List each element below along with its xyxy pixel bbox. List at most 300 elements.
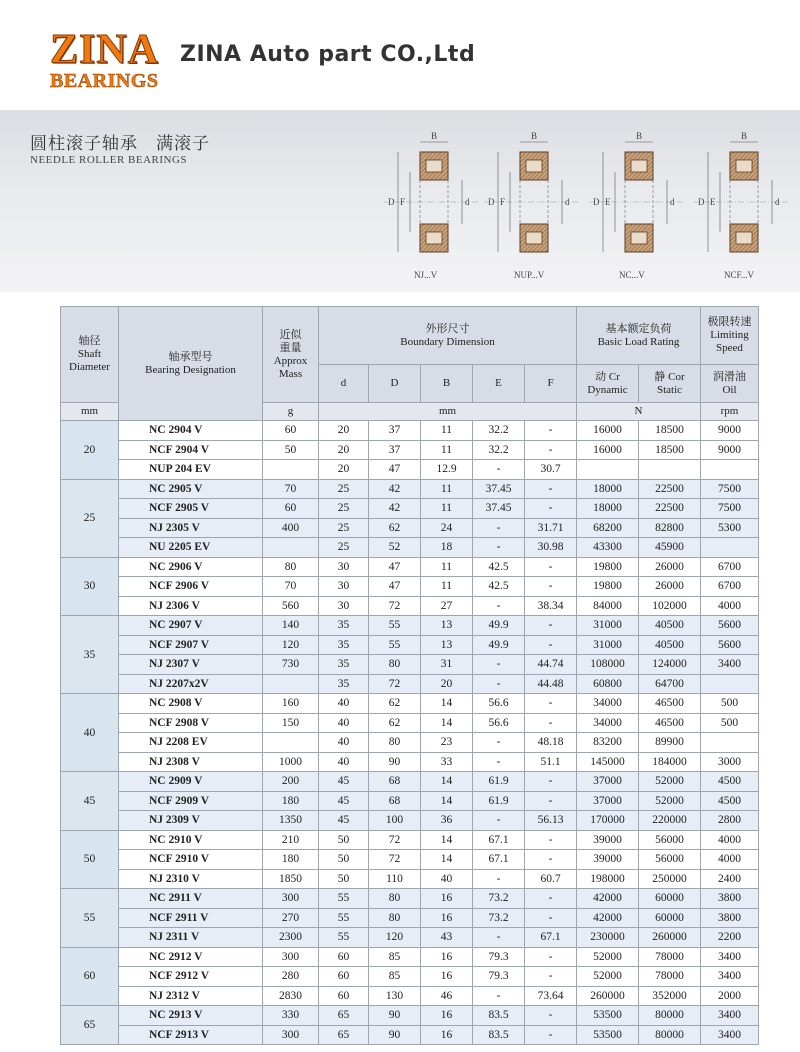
cell-oil: 4000 <box>701 850 759 870</box>
cell-D: 47 <box>369 557 421 577</box>
cell-cor: 18500 <box>639 421 701 441</box>
cell-cr: 52000 <box>577 947 639 967</box>
cell-D: 37 <box>369 440 421 460</box>
cell-designation: NCF 2904 V <box>119 440 263 460</box>
cell-F: 31.71 <box>525 518 577 538</box>
cell-mass: 1850 <box>263 869 319 889</box>
section-title-english: NEEDLE ROLLER BEARINGS <box>30 154 188 166</box>
cell-designation: NCF 2905 V <box>119 499 263 519</box>
cell-cr: 34000 <box>577 694 639 714</box>
cell-B: 46 <box>421 986 473 1006</box>
cell-mass: 210 <box>263 830 319 850</box>
cell-E: - <box>473 596 525 616</box>
cell-F: - <box>525 947 577 967</box>
cell-D: 90 <box>369 1006 421 1026</box>
cell-cor: 22500 <box>639 479 701 499</box>
unit-mass: g <box>263 403 319 421</box>
cell-mass: 80 <box>263 557 319 577</box>
unit-speed: rpm <box>701 403 759 421</box>
cell-designation: NC 2904 V <box>119 421 263 441</box>
cell-designation: NJ 2307 V <box>119 655 263 675</box>
cell-B: 16 <box>421 967 473 987</box>
table-row <box>61 499 759 519</box>
table-row <box>61 538 759 558</box>
bearing-diagram <box>384 131 478 280</box>
dim-b-label: B <box>636 131 643 141</box>
header-col-F: F <box>525 365 577 403</box>
cell-E: 37.45 <box>473 499 525 519</box>
cell-cr: 16000 <box>577 421 639 441</box>
cell-cr: 53500 <box>577 1025 639 1045</box>
cell-D: 110 <box>369 869 421 889</box>
cell-cr: 108000 <box>577 655 639 675</box>
dim-D-label: D <box>593 197 600 207</box>
cell-cor: 60000 <box>639 889 701 909</box>
cell-B: 14 <box>421 791 473 811</box>
header-boundary-text: 外形尺寸 Boundary Dimension <box>400 322 495 348</box>
bearing-type-label: NJ...V <box>414 270 438 280</box>
cell-oil: 4000 <box>701 596 759 616</box>
roller-bottom <box>426 232 442 244</box>
cell-mass: 400 <box>263 518 319 538</box>
cell-d: 55 <box>319 889 369 909</box>
cell-oil: 3000 <box>701 752 759 772</box>
cell-mass: 300 <box>263 1025 319 1045</box>
table-row <box>61 986 759 1006</box>
table-row <box>61 1025 759 1045</box>
cell-F: 30.7 <box>525 460 577 480</box>
cell-designation: NC 2911 V <box>119 889 263 909</box>
cell-cr: 16000 <box>577 440 639 460</box>
cell-d: 20 <box>319 440 369 460</box>
cell-d: 40 <box>319 752 369 772</box>
cell-designation: NCF 2911 V <box>119 908 263 928</box>
cell-B: 11 <box>421 440 473 460</box>
cell-cor: 40500 <box>639 616 701 636</box>
cell-F: - <box>525 635 577 655</box>
cell-oil: 2800 <box>701 811 759 831</box>
cell-E: 56.6 <box>473 713 525 733</box>
cell-B: 40 <box>421 869 473 889</box>
cell-B: 16 <box>421 908 473 928</box>
cell-cr: 31000 <box>577 616 639 636</box>
cell-B: 16 <box>421 889 473 909</box>
cell-F: - <box>525 830 577 850</box>
cell-D: 47 <box>369 460 421 480</box>
dim-inner-label: F <box>500 197 506 207</box>
cell-F: 51.1 <box>525 752 577 772</box>
cell-d: 55 <box>319 928 369 948</box>
cell-D: 42 <box>369 479 421 499</box>
roller-bottom <box>526 232 542 244</box>
cell-d: 50 <box>319 869 369 889</box>
cell-E: 61.9 <box>473 791 525 811</box>
cell-E: 67.1 <box>473 850 525 870</box>
table-row <box>61 655 759 675</box>
cell-D: 90 <box>369 1025 421 1045</box>
cell-cor: 124000 <box>639 655 701 675</box>
table-row <box>61 1006 759 1026</box>
cell-B: 14 <box>421 772 473 792</box>
header-limiting-speed <box>701 307 759 365</box>
cell-E: 32.2 <box>473 421 525 441</box>
cell-mass: 200 <box>263 772 319 792</box>
unit-load: N <box>577 403 701 421</box>
cell-E: 42.5 <box>473 557 525 577</box>
cell-D: 80 <box>369 908 421 928</box>
cell-cor: 46500 <box>639 694 701 714</box>
cell-oil: 3400 <box>701 1025 759 1045</box>
cell-B: 14 <box>421 850 473 870</box>
cell-designation: NU 2205 EV <box>119 538 263 558</box>
cell-d: 20 <box>319 421 369 441</box>
header-col-B: B <box>421 365 473 403</box>
cell-F: 73.64 <box>525 986 577 1006</box>
cell-designation: NC 2907 V <box>119 616 263 636</box>
table-row <box>61 772 759 792</box>
cell-D: 85 <box>369 967 421 987</box>
roller-bottom <box>736 232 752 244</box>
cell-shaft-diameter: 65 <box>61 1006 119 1045</box>
cell-mass: 70 <box>263 577 319 597</box>
cell-F: - <box>525 889 577 909</box>
cell-E: 37.45 <box>473 479 525 499</box>
cell-F: - <box>525 908 577 928</box>
dim-inner-label: E <box>605 197 611 207</box>
cell-F: 38.34 <box>525 596 577 616</box>
cell-designation: NJ 2312 V <box>119 986 263 1006</box>
cell-D: 120 <box>369 928 421 948</box>
cell-mass <box>263 674 319 694</box>
cell-oil: 4500 <box>701 791 759 811</box>
header-bearing-designation <box>119 307 263 421</box>
cell-E: - <box>473 674 525 694</box>
cell-B: 14 <box>421 694 473 714</box>
table-row <box>61 928 759 948</box>
cell-shaft-diameter: 25 <box>61 479 119 557</box>
cell-cor: 26000 <box>639 577 701 597</box>
cell-d: 50 <box>319 830 369 850</box>
cell-designation: NJ 2305 V <box>119 518 263 538</box>
section-title-chinese: 圆柱滚子轴承 满滚子 <box>30 134 210 154</box>
cell-cor: 56000 <box>639 850 701 870</box>
cell-cor: 40500 <box>639 635 701 655</box>
cell-F: - <box>525 616 577 636</box>
table-row <box>61 733 759 753</box>
bearing-diagram <box>484 131 578 280</box>
logo-bearings-text: BEARINGS <box>50 70 159 92</box>
cell-mass: 150 <box>263 713 319 733</box>
cell-B: 16 <box>421 1006 473 1026</box>
cell-designation: NCF 2913 V <box>119 1025 263 1045</box>
cell-B: 16 <box>421 947 473 967</box>
unit-boundary: mm <box>319 403 577 421</box>
table-row <box>61 694 759 714</box>
cell-mass <box>263 733 319 753</box>
page-header <box>0 0 800 110</box>
cell-oil: 3400 <box>701 655 759 675</box>
cell-E: - <box>473 986 525 1006</box>
cell-shaft-diameter: 35 <box>61 616 119 694</box>
cell-F: - <box>525 850 577 870</box>
cell-cr <box>577 460 639 480</box>
cell-E: - <box>473 460 525 480</box>
cell-d: 25 <box>319 538 369 558</box>
header-speed-text: 极限转速 Limiting Speed <box>707 316 752 354</box>
cell-D: 90 <box>369 752 421 772</box>
company-logo <box>50 27 162 92</box>
bearing-spec-table <box>60 306 759 1045</box>
roller-bottom <box>631 232 647 244</box>
cell-cr: 83200 <box>577 733 639 753</box>
table-row <box>61 967 759 987</box>
cell-mass: 280 <box>263 967 319 987</box>
cell-cor: 22500 <box>639 499 701 519</box>
cell-E: 73.2 <box>473 889 525 909</box>
cell-E: 83.5 <box>473 1006 525 1026</box>
cell-D: 47 <box>369 577 421 597</box>
cell-oil: 6700 <box>701 577 759 597</box>
cell-d: 45 <box>319 772 369 792</box>
cell-E: 56.6 <box>473 694 525 714</box>
table-row <box>61 889 759 909</box>
cell-designation: NJ 2310 V <box>119 869 263 889</box>
cell-B: 13 <box>421 635 473 655</box>
cell-cor: 220000 <box>639 811 701 831</box>
cell-B: 20 <box>421 674 473 694</box>
bearing-type-label: NCF...V <box>724 270 755 280</box>
header-shaft-diameter <box>61 307 119 403</box>
table-row <box>61 518 759 538</box>
cell-mass: 160 <box>263 694 319 714</box>
cell-F: - <box>525 1025 577 1045</box>
cell-cor: 80000 <box>639 1025 701 1045</box>
cell-B: 36 <box>421 811 473 831</box>
header-col-E: E <box>473 365 525 403</box>
cell-F: - <box>525 1006 577 1026</box>
dim-d-label: d <box>775 197 780 207</box>
cell-D: 72 <box>369 850 421 870</box>
cell-oil: 9000 <box>701 440 759 460</box>
bearing-diagrams <box>380 124 800 292</box>
cell-mass: 120 <box>263 635 319 655</box>
cell-cor: 52000 <box>639 772 701 792</box>
dim-b-label: B <box>531 131 538 141</box>
table-row <box>61 869 759 889</box>
table-row <box>61 577 759 597</box>
cell-d: 25 <box>319 499 369 519</box>
cell-F: 60.7 <box>525 869 577 889</box>
cell-d: 60 <box>319 967 369 987</box>
roller-top <box>736 160 752 172</box>
cell-cr: 230000 <box>577 928 639 948</box>
company-name: ZINA Auto part CO.,Ltd <box>180 42 476 67</box>
cell-shaft-diameter: 50 <box>61 830 119 889</box>
cell-F: - <box>525 967 577 987</box>
cell-cor: 102000 <box>639 596 701 616</box>
cell-E: 42.5 <box>473 577 525 597</box>
cell-D: 55 <box>369 616 421 636</box>
cell-mass: 180 <box>263 791 319 811</box>
cell-oil: 9000 <box>701 421 759 441</box>
cell-cr: 53500 <box>577 1006 639 1026</box>
cell-d: 65 <box>319 1025 369 1045</box>
cell-oil <box>701 460 759 480</box>
dim-b-label: B <box>431 131 438 141</box>
cell-D: 72 <box>369 830 421 850</box>
roller-top <box>631 160 647 172</box>
cell-oil <box>701 733 759 753</box>
table-row <box>61 713 759 733</box>
header-approx-mass <box>263 307 319 403</box>
cell-designation: NC 2908 V <box>119 694 263 714</box>
cell-designation: NJ 2309 V <box>119 811 263 831</box>
cell-cor: 18500 <box>639 440 701 460</box>
cell-B: 12.9 <box>421 460 473 480</box>
cell-cor: 64700 <box>639 674 701 694</box>
cell-E: - <box>473 538 525 558</box>
header-boundary-dimension <box>319 307 577 365</box>
cell-F: - <box>525 791 577 811</box>
cell-d: 25 <box>319 479 369 499</box>
cell-oil: 5600 <box>701 635 759 655</box>
header-oil-text: 润滑油 Oil <box>713 370 746 396</box>
cell-F: - <box>525 499 577 519</box>
cell-B: 18 <box>421 538 473 558</box>
cell-D: 130 <box>369 986 421 1006</box>
cell-oil <box>701 674 759 694</box>
cell-oil: 2000 <box>701 986 759 1006</box>
cell-mass: 50 <box>263 440 319 460</box>
table-row <box>61 440 759 460</box>
cell-F: 67.1 <box>525 928 577 948</box>
cell-D: 85 <box>369 947 421 967</box>
header-load-text: 基本额定负荷 Basic Load Rating <box>597 322 680 348</box>
cell-mass: 1350 <box>263 811 319 831</box>
dim-d-label: d <box>465 197 470 207</box>
cell-designation: NJ 2207x2V <box>119 674 263 694</box>
cell-designation: NCF 2906 V <box>119 577 263 597</box>
cell-d: 40 <box>319 733 369 753</box>
cell-D: 62 <box>369 694 421 714</box>
header-col-oil <box>701 365 759 403</box>
cell-d: 35 <box>319 655 369 675</box>
cell-cor: 78000 <box>639 947 701 967</box>
bearing-diagram <box>694 131 788 280</box>
cell-oil: 7500 <box>701 499 759 519</box>
cell-B: 14 <box>421 713 473 733</box>
cell-designation: NC 2913 V <box>119 1006 263 1026</box>
cell-mass: 560 <box>263 596 319 616</box>
dim-D-label: D <box>698 197 705 207</box>
cell-designation: NJ 2311 V <box>119 928 263 948</box>
cell-oil: 6700 <box>701 557 759 577</box>
header-col-cr <box>577 365 639 403</box>
cell-F: 44.48 <box>525 674 577 694</box>
cell-D: 80 <box>369 733 421 753</box>
bearing-type-label: NC...V <box>619 270 645 280</box>
cell-B: 14 <box>421 830 473 850</box>
cell-cor: 56000 <box>639 830 701 850</box>
cell-oil: 3400 <box>701 1006 759 1026</box>
cell-d: 40 <box>319 713 369 733</box>
cell-D: 80 <box>369 655 421 675</box>
cell-B: 11 <box>421 557 473 577</box>
cell-D: 37 <box>369 421 421 441</box>
cell-mass: 60 <box>263 499 319 519</box>
unit-shaft: mm <box>61 403 119 421</box>
roller-top <box>426 160 442 172</box>
cell-D: 42 <box>369 499 421 519</box>
cell-B: 27 <box>421 596 473 616</box>
table-row <box>61 421 759 441</box>
cell-designation: NC 2909 V <box>119 772 263 792</box>
cell-mass <box>263 538 319 558</box>
cell-D: 62 <box>369 713 421 733</box>
cell-mass: 330 <box>263 1006 319 1026</box>
cell-D: 68 <box>369 791 421 811</box>
dim-D-label: D <box>388 197 395 207</box>
cell-cr: 37000 <box>577 791 639 811</box>
table-row <box>61 908 759 928</box>
cell-F: 30.98 <box>525 538 577 558</box>
table-row <box>61 460 759 480</box>
cell-E: - <box>473 752 525 772</box>
cell-cor: 26000 <box>639 557 701 577</box>
header-mass-text: 近似 重量 Approx Mass <box>273 328 308 380</box>
dim-b-label: B <box>741 131 748 141</box>
cell-E: 73.2 <box>473 908 525 928</box>
dim-inner-label: F <box>400 197 406 207</box>
cell-B: 24 <box>421 518 473 538</box>
cell-mass: 60 <box>263 421 319 441</box>
cell-mass: 1000 <box>263 752 319 772</box>
cell-designation: NJ 2308 V <box>119 752 263 772</box>
cell-cr: 198000 <box>577 869 639 889</box>
cell-D: 55 <box>369 635 421 655</box>
cell-E: - <box>473 811 525 831</box>
logo-zina-text: ZINA <box>50 27 160 73</box>
bearing-spec-table-wrapper <box>60 306 758 1045</box>
cell-D: 80 <box>369 889 421 909</box>
cell-oil: 3400 <box>701 947 759 967</box>
header-col-D: D <box>369 365 421 403</box>
cell-shaft-diameter: 40 <box>61 694 119 772</box>
cell-cr: 19800 <box>577 577 639 597</box>
cell-mass: 270 <box>263 908 319 928</box>
cell-designation: NJ 2306 V <box>119 596 263 616</box>
cell-d: 30 <box>319 577 369 597</box>
cell-d: 65 <box>319 1006 369 1026</box>
cell-mass: 300 <box>263 947 319 967</box>
cell-cr: 42000 <box>577 889 639 909</box>
cell-B: 11 <box>421 421 473 441</box>
cell-E: - <box>473 928 525 948</box>
section-banner <box>0 110 800 292</box>
cell-E: 49.9 <box>473 616 525 636</box>
cell-mass: 300 <box>263 889 319 909</box>
cell-designation: NCF 2907 V <box>119 635 263 655</box>
cell-d: 45 <box>319 811 369 831</box>
table-row <box>61 947 759 967</box>
cell-B: 11 <box>421 577 473 597</box>
cell-oil <box>701 538 759 558</box>
cell-cor: 184000 <box>639 752 701 772</box>
table-row <box>61 850 759 870</box>
dim-D-label: D <box>488 197 495 207</box>
cell-cor: 60000 <box>639 908 701 928</box>
cell-oil: 5600 <box>701 616 759 636</box>
